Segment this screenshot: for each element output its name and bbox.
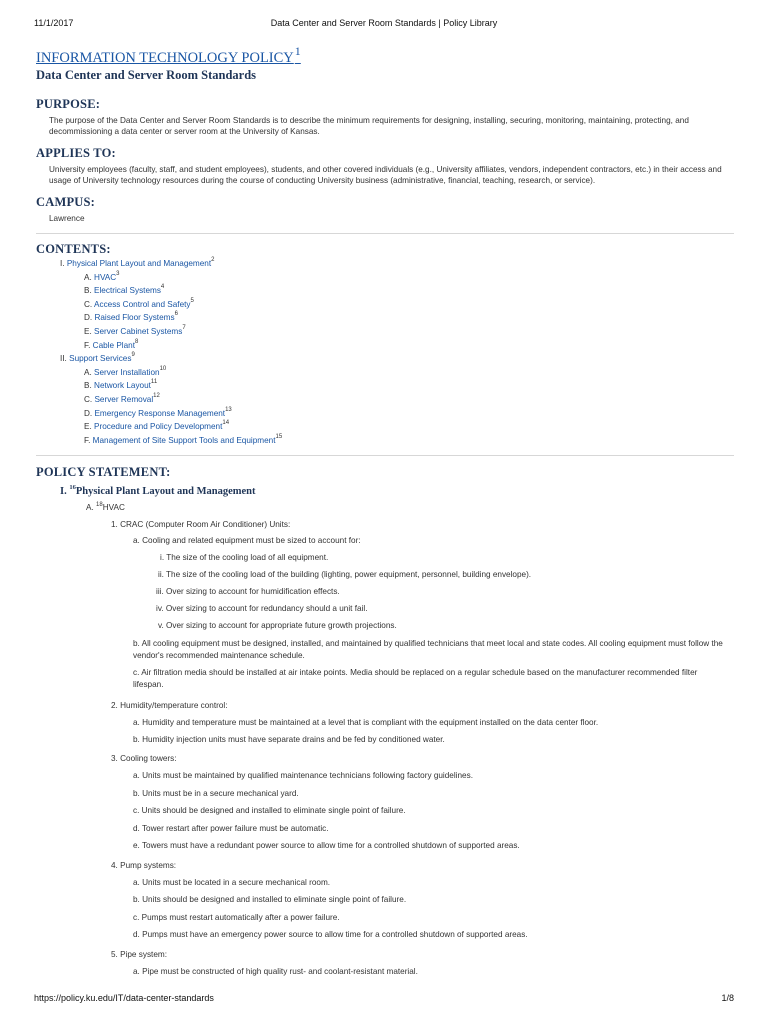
print-date: 11/1/2017 [34, 18, 74, 28]
item-text: c. Pumps must restart automatically after a power failure. [133, 912, 340, 922]
item-text: v. Over sizing to account for appropriate future growth projections. [158, 621, 397, 631]
policy-subtitle: Data Center and Server Room Standards [36, 68, 257, 82]
policy-statement-body [36, 486, 734, 980]
table-of-contents [36, 257, 734, 447]
toc-link[interactable]: Raised Floor Systems [94, 313, 175, 323]
toc-link[interactable]: Management of Site Support Tools and Equipment [92, 435, 276, 445]
policy-heading-link[interactable]: INFORMATION TECHNOLOGY POLICY$^1$ [36, 44, 301, 66]
toc-link[interactable]: Physical Plant Layout and Management [66, 259, 212, 268]
subsection-heading: A. $^{18}$HVAC [86, 502, 125, 513]
item-text: a. Units must be located in a secure mechanical room. [133, 877, 331, 887]
applies-to-text: University employees (faculty, staff, and student employees), students, and other covered individuals (e.g., University affiliates, vendors, independent contractors, etc.) in their access and usage of University technology resources during the course of conducting University business (administrative, financial, teaching, research, or service). [49, 165, 722, 185]
campus-heading: CAMPUS: [36, 195, 96, 209]
toc-item[interactable]: E. Server Cabinet Systems$^7$ [84, 324, 186, 336]
item-text: a. Cooling and related equipment must be sized to account for: [133, 536, 361, 546]
item-text: d. Tower restart after power failure must be automatic. [133, 823, 329, 833]
toc-item[interactable]: D. Emergency Response Management$^{13}$ [84, 406, 232, 418]
divider [36, 455, 734, 456]
document-body [36, 44, 734, 980]
toc-item[interactable]: D. Raised Floor Systems$^6$ [84, 311, 178, 323]
policy-statement-heading: POLICY STATEMENT: [36, 465, 171, 480]
toc-item[interactable]: F. Cable Plant$^8$ [84, 338, 139, 350]
toc-link[interactable]: Access Control and Safety [94, 299, 191, 309]
item-text: a. Units must be maintained by qualified maintenance technicians following factory guidelines. [133, 771, 473, 781]
item-title: 3. Cooling towers: [111, 754, 177, 764]
item-text: iv. Over sizing to account for redundancy should a unit fail. [156, 604, 368, 614]
toc-link[interactable]: Server Installation [94, 367, 160, 377]
footnote-ref[interactable]: 1 [294, 44, 301, 58]
contents-heading: CONTENTS: [36, 242, 111, 256]
toc-item[interactable]: C. Server Removal$^{12}$ [84, 392, 160, 404]
print-url: https://policy.ku.edu/IT/data-center-standards [34, 993, 214, 1003]
toc-link[interactable]: Emergency Response Management [94, 408, 226, 418]
toc-link[interactable]: Support Services [69, 354, 132, 364]
toc-item[interactable]: E. Procedure and Policy Development$^{14}$ [84, 420, 230, 432]
toc-link[interactable]: Server Removal [94, 394, 154, 404]
toc-link[interactable]: HVAC [94, 272, 117, 282]
toc-item[interactable]: A. Server Installation$^{10}$ [84, 365, 167, 377]
item-text: e. Towers must have a redundant power source to allow time for a controlled shutdown of supported areas. [133, 841, 520, 851]
item-text: iii. Over sizing to account for humidification effects. [156, 587, 340, 597]
item-text: i. The size of the cooling load of all equipment. [160, 553, 329, 563]
item-text: a. Pipe must be constructed of high quality rust- and coolant-resistant material. [133, 966, 418, 976]
section-heading: I. $^{16}$Physical Plant Layout and Management [60, 484, 256, 498]
divider [36, 233, 734, 234]
item-text: ii. The size of the cooling load of the building (lighting, power equipment, personnel, building envelope). [158, 570, 532, 580]
item-title: 1. CRAC (Computer Room Air Conditioner) Units: [111, 520, 291, 530]
toc-item[interactable]: F. Management of Site Support Tools and Equipment$^{15}$ [84, 433, 283, 445]
print-page-title: Data Center and Server Room Standards | Policy Library [270, 18, 498, 28]
toc-item[interactable]: C. Access Control and Safety$^5$ [84, 297, 194, 309]
toc-item[interactable]: A. HVAC$^3$ [84, 270, 120, 282]
toc-link[interactable]: Procedure and Policy Development [94, 422, 223, 432]
print-header [34, 18, 734, 32]
print-footer [34, 993, 734, 1007]
item-text: b. Units must be in a secure mechanical yard. [133, 788, 299, 798]
item-text: b. Units should be designed and installed to eliminate single point of failure. [133, 895, 407, 905]
item-text: a. Humidity and temperature must be maintained at a level that is compliant with the equipment installed on the data center floor. [133, 718, 599, 728]
item-title: 5. Pipe system: [111, 949, 167, 959]
item-text: b. Humidity injection units must have separate drains and be fed by conditioned water. [133, 735, 445, 745]
item-text: d. Pumps must have an emergency power source to allow time for a controlled shutdown of supported areas. [133, 930, 528, 940]
purpose-heading: PURPOSE: [36, 97, 101, 111]
item-title: 2. Humidity/temperature control: [111, 701, 228, 711]
toc-item[interactable]: I. Physical Plant Layout and Management$^2$ [60, 257, 215, 268]
toc-link[interactable]: Network Layout [94, 381, 151, 391]
item-title: 4. Pump systems: [111, 860, 177, 870]
toc-link[interactable]: Server Cabinet Systems [94, 326, 183, 336]
page-number: 1/8 [721, 993, 734, 1003]
toc-link[interactable]: Electrical Systems [94, 286, 161, 296]
campus-value: Lawrence [49, 214, 85, 223]
toc-link[interactable]: Cable Plant [92, 340, 135, 350]
item-text: b. All cooling equipment must be designed, installed, and maintained by qualified technicians that meet local and state codes. All cooling equipment must follow the vendor's recommended maintenance schedule. [133, 639, 723, 661]
toc-item[interactable]: B. Network Layout$^{11}$ [84, 379, 158, 391]
item-text: c. Units should be designed and installed to eliminate single point of failure. [133, 806, 406, 816]
applies-to-heading: APPLIES TO: [36, 146, 116, 160]
item-text: c. Air filtration media should be installed at air intake points. Media should be replaced on a regular schedule based on the manufacturer recommended filter lifespan. [133, 668, 698, 690]
toc-item[interactable]: B. Electrical Systems$^4$ [84, 284, 165, 296]
purpose-text: The purpose of the Data Center and Server Room Standards is to describe the minimum requirements for designing, installing, securing, monitoring, maintaining, protecting, and decommissioning a data center or server room at the University of Kansas. [49, 116, 689, 136]
toc-item[interactable]: II. Support Services$^9$ [60, 352, 135, 364]
